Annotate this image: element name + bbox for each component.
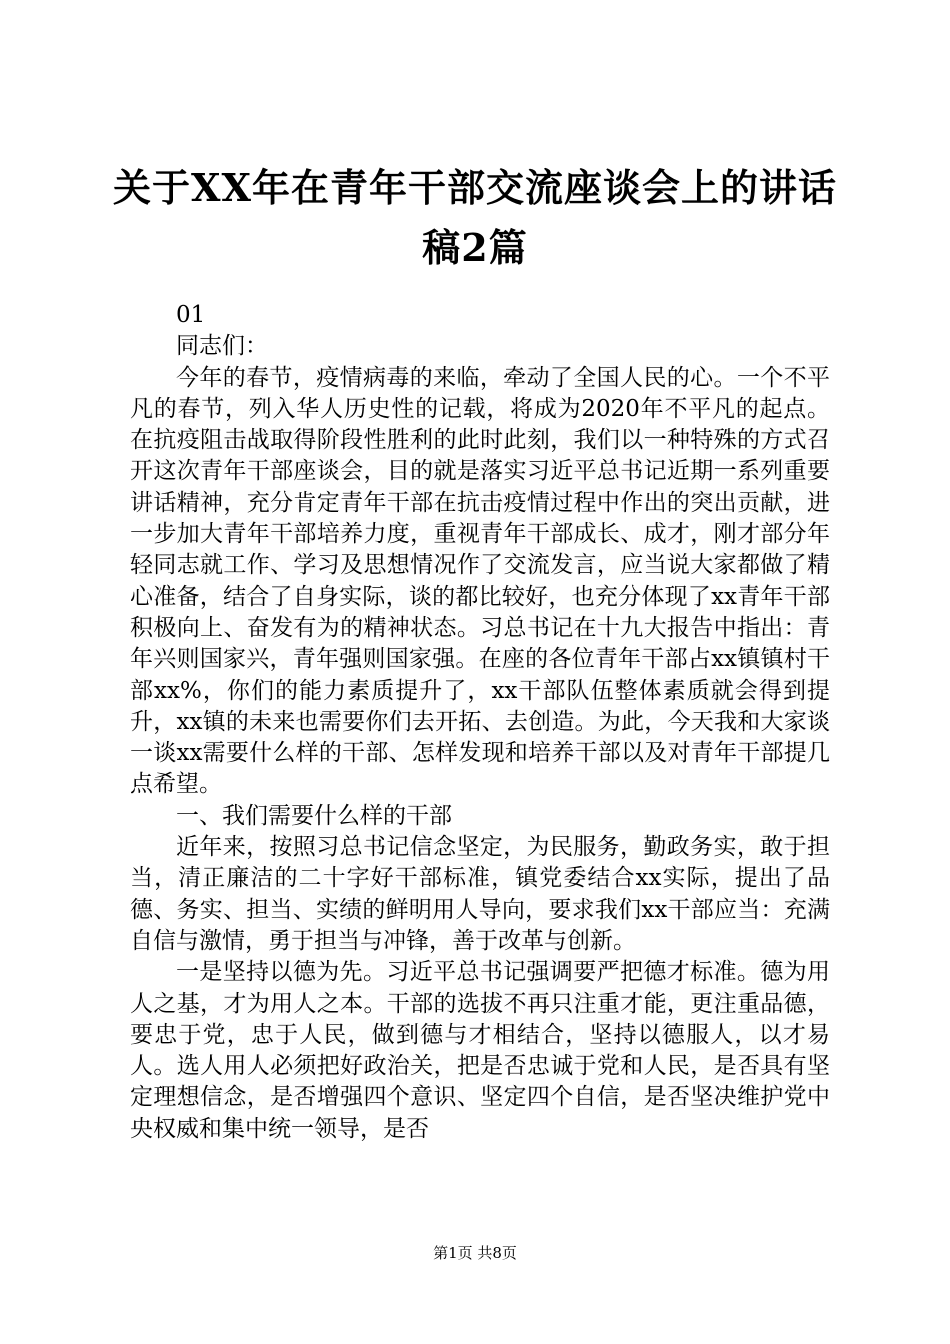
- body-paragraph: 近年来，按照习总书记信念坚定，为民服务，勤政务实，敢于担当，清正廉洁的二十字好干部标准，镇党委结合xx实际，提出了品德、务实、担当、实绩的鲜明用人导向，要求我们xx干部应当：充满自信与激情，勇于担当与冲锋，善于改革与创新。: [130, 834, 830, 954]
- section-number: 01: [176, 302, 206, 328]
- salutation: 同志们：: [176, 333, 268, 360]
- section-heading: 一、我们需要什么样的干部: [176, 802, 452, 829]
- page-footer: 第1页 共8页: [433, 1244, 517, 1262]
- body-paragraph: 今年的春节，疫情病毒的来临，牵动了全国人民的心。一个不平凡的春节，列入华人历史性的记载，将成为2020年不平凡的起点。在抗疫阻击战取得阶段性胜利的此时此刻，我们以一种特殊的方式召开这次青年干部座谈会，目的就是落实习近平总书记近期一系列重要讲话精神，充分肯定青年干部在抗击疫情过程中作出的突出贡献，进一步加大青年干部培养力度，重视青年干部成长、成才，刚才部分年轻同志就工作、学习及思想情况作了交流发言，应当说大家都做了精心准备，结合了自身实际，谈的都比较好，也充分体现了xx青年干部积极向上、奋发有为的精神状态。习总书记在十九大报告中指出：青年兴则国家兴，青年强则国家强。在座的各位青年干部占xx镇镇村干部xx%，你们的能力素质提升了，xx干部队伍整体素质就会得到提升，xx镇的未来也需要你们去开拓、去创造。为此，今天我和大家谈一谈xx需要什么样的干部、怎样发现和培养干部以及对青年干部提几点希望。: [130, 364, 830, 798]
- document-body: [130, 300, 830, 1145]
- document-title: 关于XX年在青年干部交流座谈会上的讲话稿2篇: [113, 165, 837, 270]
- body-paragraph: 一是坚持以德为先。习近平总书记强调要严把德才标准。德为用人之基，才为用人之本。干部的选拔不再只注重才能，更注重品德，要忠于党，忠于人民，做到德与才相结合，坚持以德服人，以才易人。选人用人必须把好政治关，把是否忠诚于党和人民，是否具有坚定理想信念，是否增强四个意识、坚定四个自信，是否坚决维护党中央权威和集中统一领导，是否: [130, 959, 830, 1142]
